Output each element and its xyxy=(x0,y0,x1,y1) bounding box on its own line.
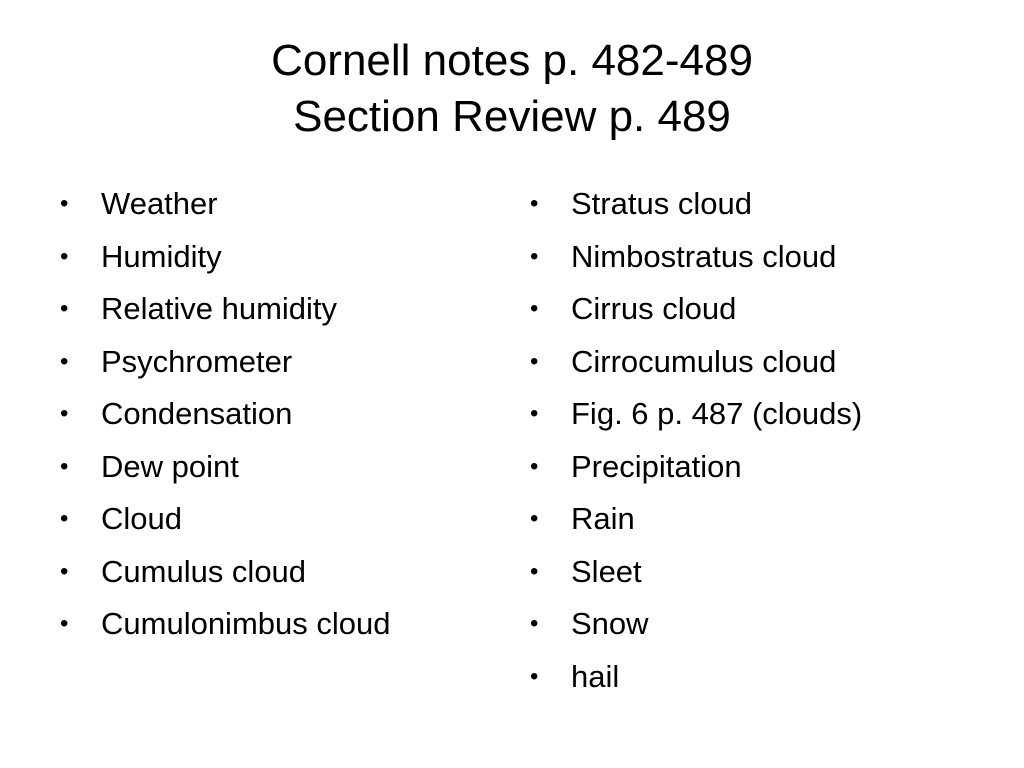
left-bullet-list xyxy=(60,178,500,651)
title-line-2: Section Review p. 489 xyxy=(293,92,731,141)
bullet-text: Cirrocumulus cloud xyxy=(571,343,837,379)
bullet-text: Fig. 6 p. 487 (clouds) xyxy=(571,396,863,431)
bullet-item xyxy=(530,336,970,389)
bullet-item xyxy=(530,441,970,494)
bullet-icon: • xyxy=(60,242,69,270)
bullet-icon: • xyxy=(530,452,539,480)
bullet-text: Dew point xyxy=(101,448,239,484)
bullet-item xyxy=(530,388,970,441)
bullet-item xyxy=(530,231,970,284)
bullet-icon: • xyxy=(530,610,539,637)
bullet-icon: • xyxy=(60,400,69,427)
bullet-icon: • xyxy=(530,557,539,585)
bullet-item xyxy=(530,546,970,599)
bullet-item xyxy=(530,598,970,651)
bullet-item xyxy=(530,493,970,546)
bullet-text: Condensation xyxy=(101,396,293,431)
bullet-text: Humidity xyxy=(101,238,222,274)
bullet-text: Precipitation xyxy=(571,448,742,484)
bullet-text: Cumulus cloud xyxy=(101,553,307,589)
right-bullet-list xyxy=(530,178,970,703)
bullet-item xyxy=(60,336,500,389)
bullet-icon: • xyxy=(530,295,539,322)
bullet-icon: • xyxy=(60,505,69,532)
title-line-1: Cornell notes p. 482-489 xyxy=(271,36,753,85)
bullet-item xyxy=(60,231,500,284)
bullet-text: Cumulonimbus cloud xyxy=(101,606,391,641)
bullet-icon: • xyxy=(60,295,69,322)
bullet-item xyxy=(60,493,500,546)
bullet-icon: • xyxy=(530,242,539,270)
bullet-icon: • xyxy=(60,610,69,637)
bullet-item xyxy=(60,178,500,231)
bullet-item xyxy=(60,441,500,494)
bullet-text: hail xyxy=(571,658,620,694)
bullet-item xyxy=(530,651,970,704)
bullet-text: Stratus cloud xyxy=(571,186,752,221)
bullet-text: Cloud xyxy=(101,501,182,536)
bullet-text: Nimbostratus cloud xyxy=(571,238,837,274)
bullet-icon: • xyxy=(60,190,69,217)
bullet-item xyxy=(530,283,970,336)
bullet-text: Relative humidity xyxy=(101,291,338,326)
bullet-text: Rain xyxy=(571,501,635,536)
bullet-item xyxy=(530,178,970,231)
bullet-icon: • xyxy=(60,452,69,480)
bullet-text: Weather xyxy=(101,186,218,221)
bullet-text: Psychrometer xyxy=(101,343,293,379)
bullet-icon: • xyxy=(530,662,539,690)
bullet-text: Snow xyxy=(571,606,649,641)
bullet-item xyxy=(60,546,500,599)
bullet-item xyxy=(60,388,500,441)
bullet-icon: • xyxy=(530,505,539,532)
bullet-text: Cirrus cloud xyxy=(571,291,737,326)
bullet-item xyxy=(60,283,500,336)
bullet-icon: • xyxy=(60,557,69,585)
bullet-icon: • xyxy=(530,190,539,217)
bullet-icon: • xyxy=(60,347,69,375)
bullet-icon: • xyxy=(530,347,539,375)
bullet-text: Sleet xyxy=(571,553,642,589)
bullet-icon: • xyxy=(530,400,539,427)
slide-title xyxy=(0,33,1024,145)
bullet-item xyxy=(60,598,500,651)
